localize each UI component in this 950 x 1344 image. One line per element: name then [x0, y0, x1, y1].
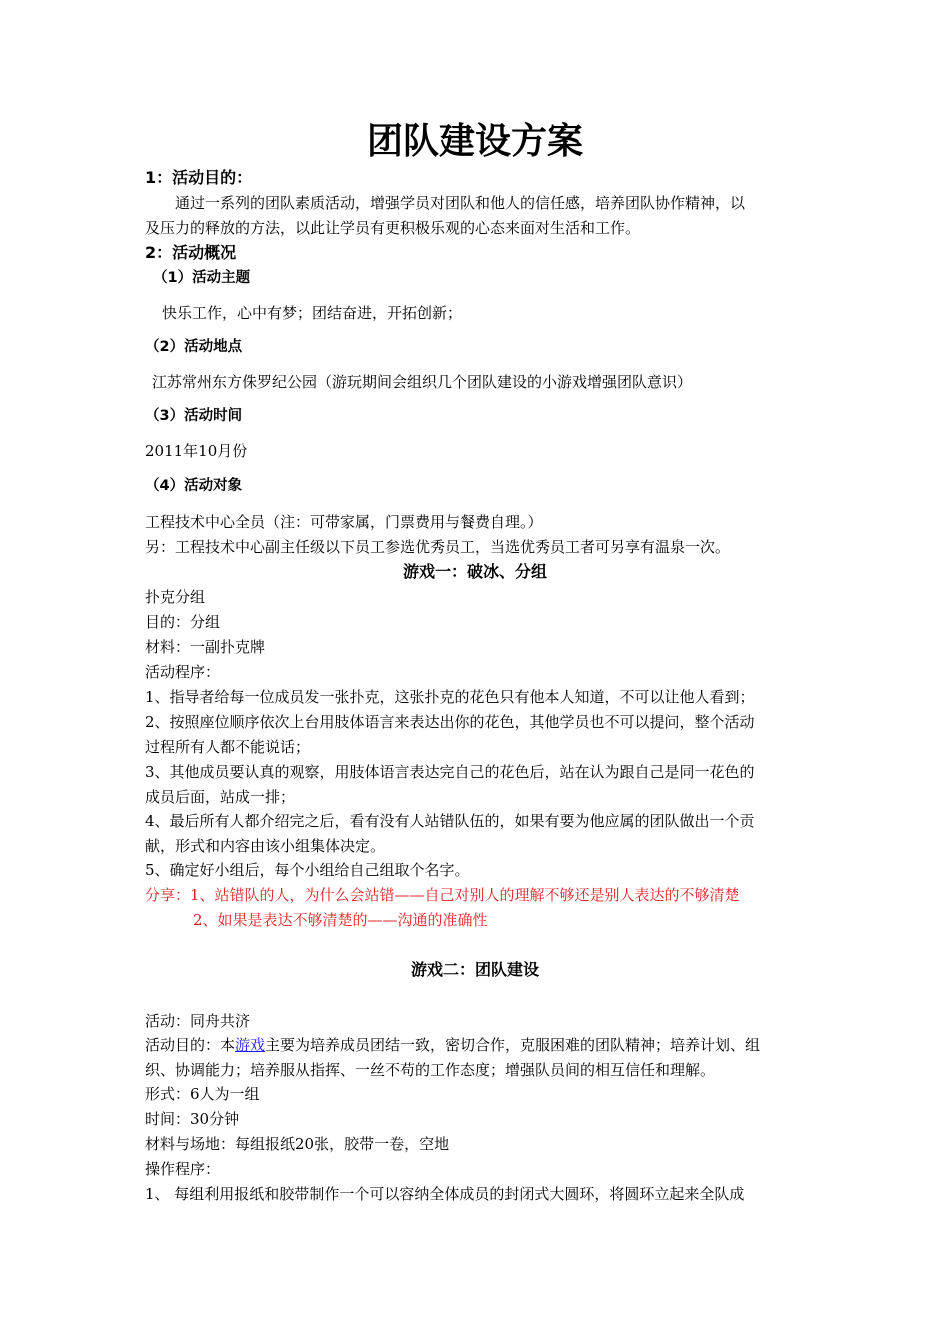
place-heading: （2）活动地点	[145, 339, 243, 355]
game1-step-2-line-1: 2、按照座位顺序依次上台用肢体语言来表达出你的花色，其他学员也不可以提问，整个活动	[145, 713, 755, 731]
page-title: 团队建设方案	[366, 121, 583, 162]
game1-step-2-line-2: 过程所有人都不能说话；	[145, 738, 311, 756]
game-link[interactable]: 游戏	[235, 1036, 266, 1054]
target-text-line-1: 工程技术中心全员（注：可带家属，门票费用与餐费自理。）	[145, 513, 543, 531]
game2-step-1: 1、 每组利用报纸和胶带制作一个可以容纳全体成员的封闭式大圆环，将圆环立起来全队成	[145, 1185, 745, 1203]
game1-material: 材料：一副扑克牌	[145, 638, 266, 656]
game2-purpose-line-2: 织、协调能力；培养服从指挥、一丝不苟的工作态度；增强队员间的相互信任和理解。	[145, 1061, 716, 1079]
game2-material: 材料与场地：每组报纸20张，胶带一卷，空地	[145, 1135, 450, 1153]
game2-heading: 游戏二：团队建设	[410, 960, 539, 979]
game1-name: 扑克分组	[145, 588, 206, 606]
game1-step-5: 5、确定好小组后，每个小组给自己组取个名字。	[145, 861, 470, 879]
place-text: 江苏常州东方侏罗纪公园（游玩期间会组织几个团队建设的小游戏增强团队意识）	[152, 373, 693, 391]
game2-form: 形式：6人为一组	[145, 1085, 260, 1103]
game2-time: 时间：30分钟	[145, 1110, 240, 1128]
purpose-paragraph-line-2: 及压力的释放的方法，以此让学员有更积极乐观的心态来面对生活和工作。	[145, 219, 641, 237]
theme-heading: （1）活动主题	[153, 270, 251, 286]
game2-purpose-prefix: 活动目的：本	[145, 1036, 236, 1054]
time-text: 2011年10月份	[145, 442, 248, 460]
section-2-heading: 2：活动概况	[145, 243, 237, 262]
game2-procedure-heading: 操作程序：	[145, 1160, 221, 1178]
game1-share-line-1: 分享：1、站错队的人，为什么会站错——自己对别人的理解不够还是别人表达的不够清楚	[145, 886, 740, 904]
game1-share-line-2: 2、如果是表达不够清楚的——沟通的准确性	[193, 911, 488, 929]
game1-step-4-line-2: 献，形式和内容由该小组集体决定。	[145, 837, 386, 855]
game1-heading: 游戏一：破冰、分组	[402, 562, 547, 581]
game1-step-4-line-1: 4、最后所有人都介绍完之后，看有没有人站错队伍的，如果有要为他应属的团队做出一个贡	[145, 812, 755, 830]
theme-text: 快乐工作，心中有梦；团结奋进，开拓创新；	[162, 304, 463, 322]
game1-procedure-heading: 活动程序：	[145, 663, 221, 681]
game1-step-3-line-1: 3、其他成员要认真的观察，用肢体语言表达完自己的花色后，站在认为跟自己是同一花色的	[145, 763, 755, 781]
game1-step-1: 1、指导者给每一位成员发一张扑克，这张扑克的花色只有他本人知道，不可以让他人看到；	[145, 688, 755, 706]
game1-purpose: 目的：分组	[145, 613, 221, 631]
target-heading: （4）活动对象	[145, 478, 243, 494]
section-1-heading: 1：活动目的：	[145, 168, 253, 187]
purpose-paragraph-line-1: 通过一系列的团队素质活动，增强学员对团队和他人的信任感，培养团队协作精神，以	[175, 194, 746, 212]
time-heading: （3）活动时间	[145, 408, 243, 424]
game2-activity: 活动：同舟共济	[145, 1012, 251, 1030]
game2-purpose-line-1	[145, 1035, 760, 1055]
game2-purpose-suffix: 主要为培养成员团结一致，密切合作，克服困难的团队精神；培养计划、组	[265, 1036, 761, 1054]
target-text-line-2: 另：工程技术中心副主任级以下员工参选优秀员工，当选优秀员工者可另享有温泉一次。	[145, 538, 731, 556]
game1-step-3-line-2: 成员后面，站成一排；	[145, 788, 296, 806]
